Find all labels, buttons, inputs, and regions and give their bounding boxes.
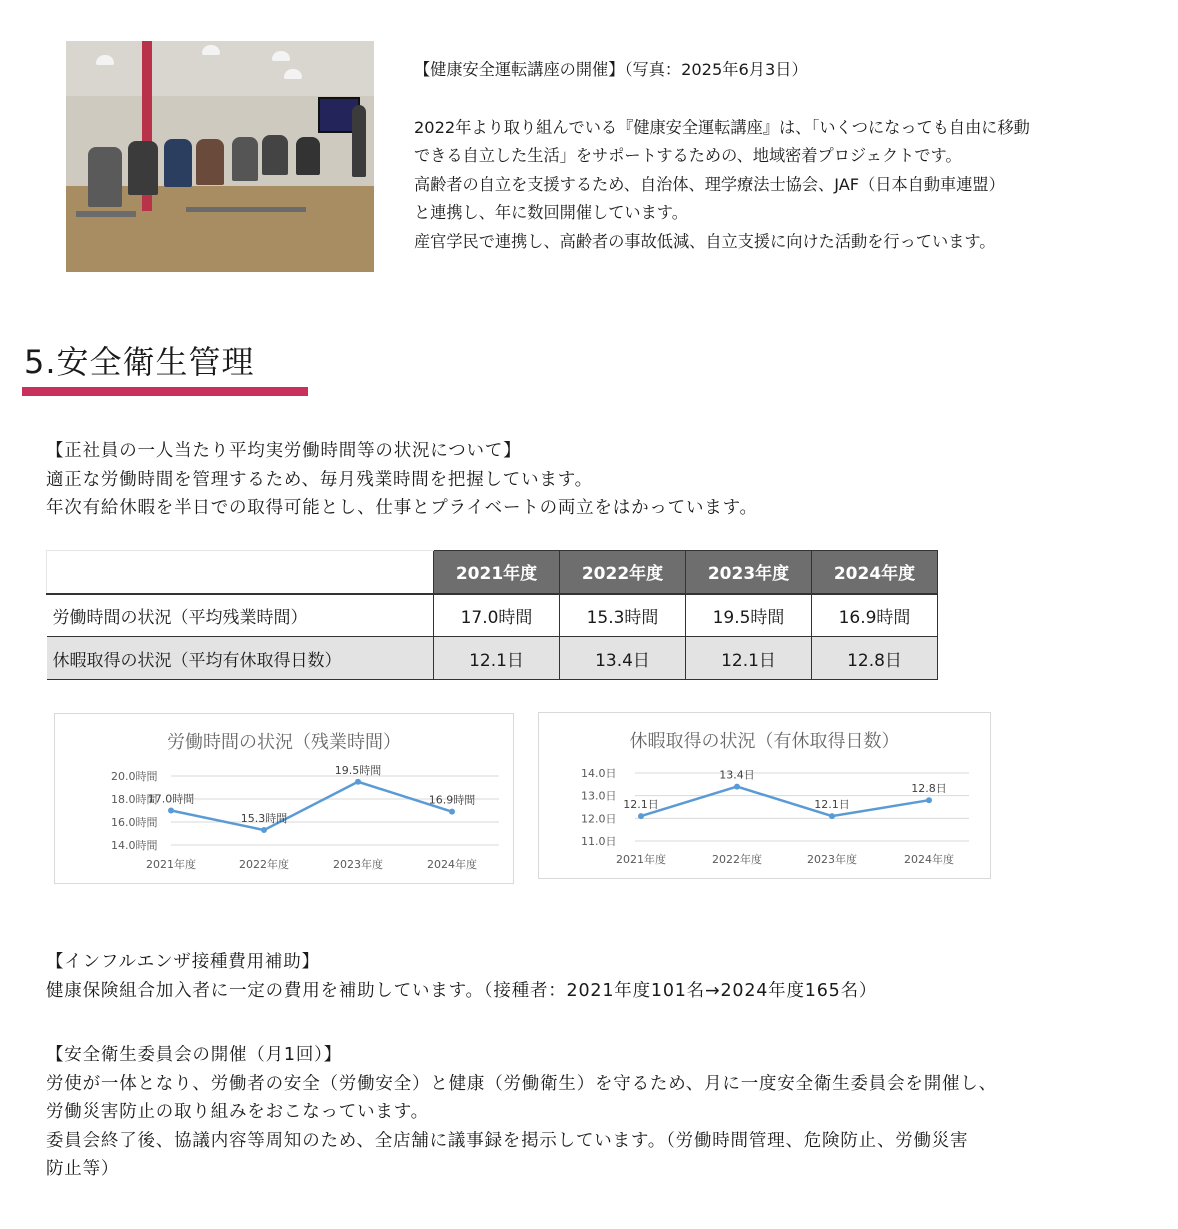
seminar-text-line: 産官学民で連携し、高齢者の事故低減、自立支援に向けた活動を行っています。 — [414, 231, 996, 251]
table-header: 2022年度 — [560, 551, 686, 594]
photo-attendee — [88, 147, 122, 207]
working-hours-line: 適正な労働時間を管理するため、毎月残業時間を把握しています。 — [46, 469, 593, 490]
x-tick-label: 2021年度 — [146, 858, 196, 871]
x-tick-label: 2024年度 — [427, 858, 477, 871]
table-cell: 19.5時間 — [686, 594, 812, 637]
y-tick-label: 14.0時間 — [111, 839, 158, 852]
data-point — [926, 797, 932, 803]
photo-attendee — [232, 137, 258, 181]
series-line — [171, 782, 452, 830]
leave-chart-plot — [539, 713, 992, 880]
data-point — [734, 784, 740, 790]
section-underline — [22, 387, 308, 396]
data-label: 13.4日 — [719, 768, 755, 782]
data-label: 16.9時間 — [428, 793, 476, 807]
data-point — [168, 808, 174, 814]
working-hours-text — [46, 437, 758, 523]
chart-title: 休暇取得の状況（有休取得日数） — [629, 731, 900, 752]
seminar-description — [414, 56, 1134, 257]
table-row — [47, 637, 938, 680]
photo-attendee — [262, 135, 288, 175]
table-header: 2024年度 — [812, 551, 938, 594]
photo-chairs — [76, 211, 136, 217]
photo-ceiling — [66, 41, 374, 101]
table-cell: 13.4日 — [560, 637, 686, 680]
table-corner — [47, 551, 434, 594]
working-hours-heading: 【正社員の一人当たり平均実労働時間等の状況について】 — [46, 441, 522, 461]
chart-title: 労働時間の状況（残業時間） — [167, 732, 401, 753]
data-label: 19.5時間 — [334, 763, 382, 777]
data-label: 12.1日 — [623, 798, 659, 812]
seminar-text-line: 高齢者の自立を支援するため、自治体、理学療法士協会、JAF（日本自動車連盟） — [414, 174, 1005, 194]
table-header: 2023年度 — [686, 551, 812, 594]
photo-attendee — [196, 139, 224, 185]
photo-lamp — [272, 51, 290, 61]
photo-attendee — [128, 141, 158, 195]
table-cell: 12.1日 — [686, 637, 812, 680]
data-point — [261, 827, 267, 833]
row-label: 休暇取得の状況（平均有休取得日数） — [47, 637, 434, 680]
x-tick-label: 2023年度 — [333, 858, 383, 871]
flu-line: 健康保険組合加入者に一定の費用を補助しています。（接種者：2021年度101名→2024年度165名） — [46, 980, 878, 1001]
data-point — [355, 779, 361, 785]
row-label: 労働時間の状況（平均残業時間） — [47, 594, 434, 637]
seminar-text-line: 2022年より取り組んでいる『健康安全運転講座』は、「いくつになっても自由に移動 — [414, 117, 1030, 137]
y-tick-label: 13.0日 — [581, 789, 617, 803]
data-point — [449, 809, 455, 815]
data-label: 17.0時間 — [147, 792, 195, 806]
seminar-heading: 【健康安全運転講座の開催】（写真：2025年6月3日） — [414, 60, 808, 79]
committee-line: 防止等） — [46, 1159, 120, 1179]
x-tick-label: 2022年度 — [239, 858, 289, 871]
flu-heading: 【インフルエンザ接種費用補助】 — [46, 952, 320, 972]
y-tick-label: 14.0日 — [581, 767, 617, 780]
section-title: 5.安全衛生管理 — [24, 343, 255, 381]
overtime-chart-plot — [55, 714, 515, 885]
working-stats-table — [46, 550, 938, 680]
table-cell: 17.0時間 — [434, 594, 560, 637]
data-label: 12.8日 — [911, 782, 947, 796]
y-tick-label: 11.0日 — [581, 835, 617, 848]
committee-heading: 【安全衛生委員会の開催（月1回）】 — [46, 1045, 342, 1065]
seminar-text-line: できる自立した生活」をサポートするための、地域密着プロジェクトです。 — [414, 146, 962, 166]
table-header: 2021年度 — [434, 551, 560, 594]
flu-subsidy-text — [46, 948, 877, 1005]
seminar-photo — [66, 41, 374, 272]
x-tick-label: 2021年度 — [616, 853, 666, 866]
photo-lamp — [284, 69, 302, 79]
x-tick-label: 2024年度 — [904, 853, 954, 866]
seminar-text-line: と連携し、年に数回開催しています。 — [414, 203, 688, 223]
data-point — [638, 813, 644, 819]
photo-lamp — [96, 55, 114, 65]
overtime-chart — [54, 713, 514, 884]
photo-chairs — [186, 207, 306, 212]
x-tick-label: 2022年度 — [712, 853, 762, 866]
committee-line: 委員会終了後、協議内容等周知のため、全店舗に議事録を掲示しています。（労働時間管理、危険防止、労働災害 — [46, 1130, 969, 1151]
y-tick-label: 16.0時間 — [111, 816, 158, 829]
committee-text — [46, 1041, 997, 1184]
committee-line: 労働災害防止の取り組みをおこなっています。 — [46, 1102, 429, 1122]
x-tick-label: 2023年度 — [807, 853, 857, 866]
table-cell: 16.9時間 — [812, 594, 938, 637]
photo-attendee — [164, 139, 192, 187]
table-header-row — [47, 551, 938, 594]
table-cell: 12.1日 — [434, 637, 560, 680]
photo-attendee — [296, 137, 320, 175]
table-cell: 12.8日 — [812, 637, 938, 680]
table-cell: 15.3時間 — [560, 594, 686, 637]
data-label: 15.3時間 — [240, 812, 288, 826]
committee-line: 労使が一体となり、労働者の安全（労働安全）と健康（労働衛生）を守るため、月に一度安全衛生委員会を開催し、 — [46, 1073, 997, 1094]
photo-lamp — [202, 45, 220, 55]
y-tick-label: 18.0時間 — [111, 793, 158, 806]
leave-chart — [538, 712, 991, 879]
working-hours-line: 年次有給休暇を半日での取得可能とし、仕事とプライベートの両立をはかっています。 — [46, 498, 758, 518]
data-point — [829, 813, 835, 819]
photo-presenter — [352, 105, 366, 177]
series-line — [641, 787, 929, 816]
data-label: 12.1日 — [814, 798, 850, 812]
table-row — [47, 594, 938, 637]
y-tick-label: 12.0日 — [581, 812, 617, 826]
y-tick-label: 20.0時間 — [111, 770, 158, 783]
